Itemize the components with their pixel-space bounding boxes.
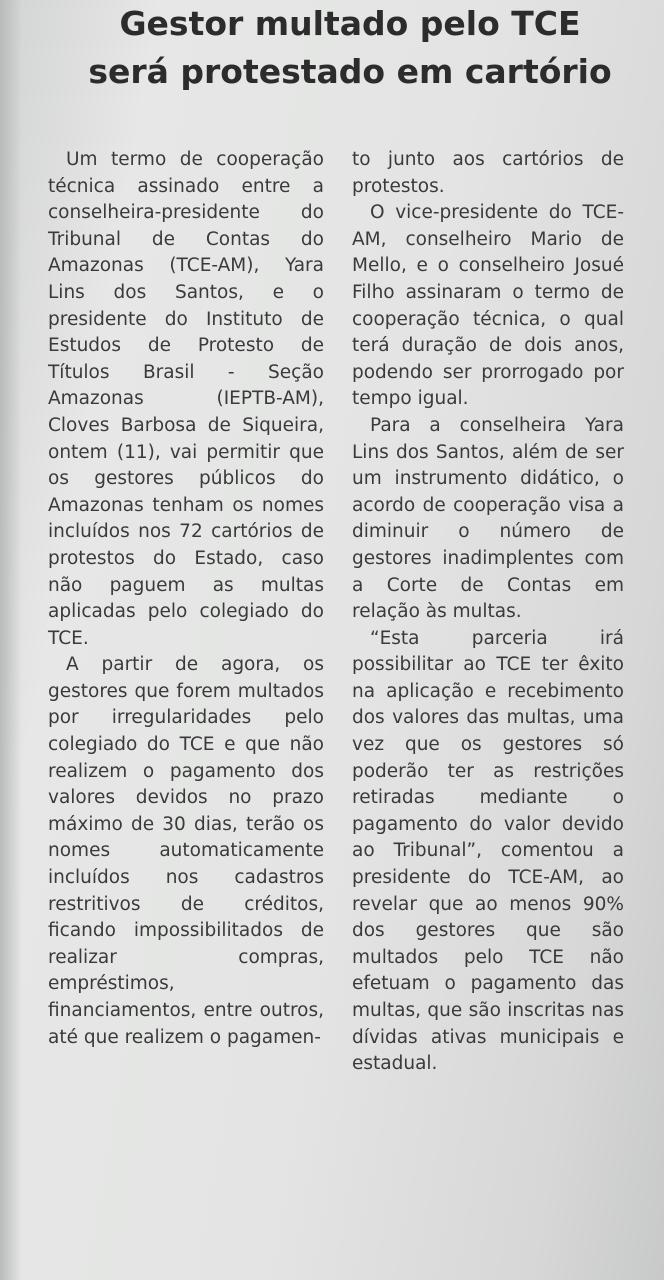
headline-line-1: Gestor multado pelo TCE — [119, 4, 581, 43]
article-paragraph-quote: “Esta parceria irá possibilitar ao TCE ter êxito na aplicação e recebimento dos valores das multas, uma vez que os gestores só poderão ter as restrições retiradas mediante o pagamento do valor devido ao Tribunal”, comentou a presidente do TCE-AM, ao revelar que ao menos 90% dos gestores que são multados pelo TCE não efetuam o pagamento das multas, que são inscritas nas dívidas ativas municipais e estadual. — [352, 627, 624, 1075]
page-edge-shadow — [0, 0, 22, 1280]
article-paragraph: Para a conselheira Yara Lins dos Santos, além de ser um instrumento didático, o acordo de cooperação visa a diminuir o número de gestores inadimplentes com a Corte de Contas em relação às multas. — [352, 414, 624, 623]
article-paragraph: Um termo de cooperação técnica assinado entre a conselheira-presidente do Tribunal de Contas do Amazonas (TCE-AM), Yara Lins dos Santos, e o presidente do Instituto de Estudos de Protesto de Títulos Brasil - Seção Amazonas (IEPTB-AM), Cloves Barbosa de Siqueira, ontem (11), vai permitir que os gestores públicos do Amazonas tenham os nomes incluídos nos 72 cartórios de protestos do Estado, caso não paguem as multas aplicadas pelo colegiado do TCE. — [48, 149, 324, 649]
headline-line-2: será protestado em cartório — [88, 52, 612, 91]
article-paragraph-continued: to junto aos cartórios de protestos. — [352, 149, 624, 197]
article-column-right — [352, 147, 624, 1078]
article-column-left — [48, 147, 324, 1051]
article-paragraph: A partir de agora, os gestores que forem multados por irregularidades pelo colegiado do TCE e que não realizem o pagamento dos valores devidos no prazo máximo de 30 dias, terão os nomes automaticamente incluídos nos cadastros restritivos de créditos, ficando impossibilitados de realizar compras, empréstimos, financiamentos, entre outros, até que realizem o pagamen- — [48, 654, 324, 1048]
article-paragraph: O vice-presidente do TCE-AM, conselheiro Mario de Mello, e o conselheiro Josué Filho assinaram o termo de cooperação técnica, o qual terá duração de dois anos, podendo ser prorrogado por tempo igual. — [352, 202, 624, 410]
headline — [60, 0, 640, 96]
